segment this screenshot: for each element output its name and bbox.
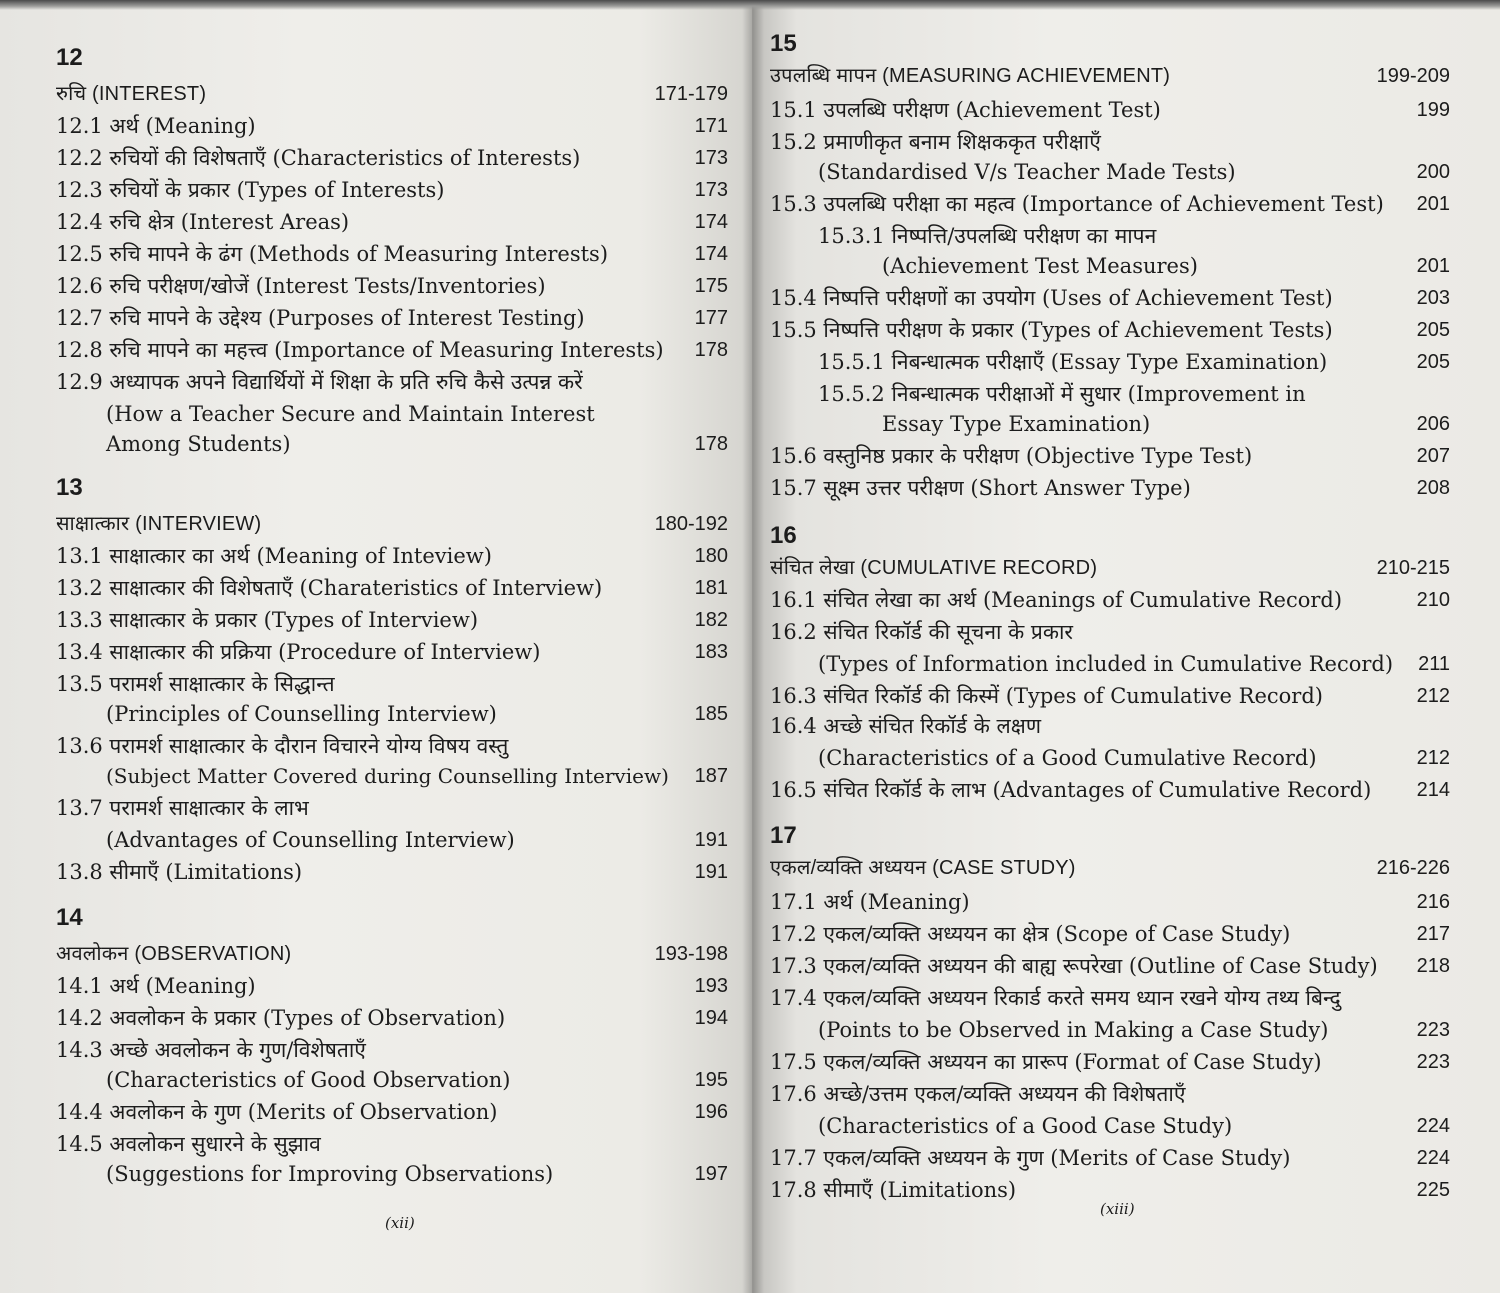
toc-entry-text: 17.1 अर्थ (Meaning) <box>770 890 970 914</box>
toc-entry-page: 207 <box>1416 445 1450 467</box>
toc-entry[interactable] <box>56 824 728 856</box>
toc-entry[interactable] <box>770 950 1450 982</box>
toc-entry[interactable] <box>770 440 1450 472</box>
toc-entry-text: 15.3 उपलब्धि परीक्षा का महत्व (Importance of Achievement Test) <box>770 192 1384 216</box>
toc-entry-text: 12.2 रुचियों की विशेषताएँ (Characteristics of Interests) <box>56 146 581 170</box>
toc-entry-text: 15.3.1 निष्पत्ति/उपलब्धि परीक्षण का मापन <box>818 224 1157 248</box>
toc-entry-text: (Advantages of Counselling Interview) <box>106 828 515 852</box>
toc-entry-page: 224 <box>1416 1115 1450 1137</box>
toc-entry-text: 17.8 सीमाएँ (Limitations) <box>770 1178 1017 1202</box>
toc-entry[interactable] <box>56 970 728 1002</box>
toc-entry-page: 214 <box>1416 779 1450 801</box>
toc-entry-page: 216 <box>1416 891 1450 913</box>
toc-entry-text: (Characteristics of a Good Cumulative Record) <box>818 746 1317 770</box>
toc-entry-page: 177 <box>694 307 728 329</box>
chapter-title: संचित लेखा (CUMULATIVE RECORD) <box>770 557 1098 579</box>
toc-entry[interactable] <box>770 314 1450 346</box>
toc-entry-page: 178 <box>694 433 728 455</box>
toc-entry-page: 212 <box>1416 685 1450 707</box>
toc-entry-page: 187 <box>694 765 728 787</box>
toc-entry-page: 201 <box>1416 193 1450 215</box>
chapter-heading <box>770 852 1450 884</box>
toc-entry[interactable] <box>770 220 1450 252</box>
toc-entry[interactable] <box>56 668 728 700</box>
toc-entry-page: 225 <box>1416 1179 1450 1201</box>
toc-entry-text: (Characteristics of Good Observation) <box>106 1068 511 1092</box>
toc-entry-text: 14.2 अवलोकन के प्रकार (Types of Observation) <box>56 1006 506 1030</box>
toc-entry-page: 191 <box>694 829 728 851</box>
toc-entry-page: 200 <box>1416 161 1450 183</box>
toc-entry[interactable] <box>56 760 728 792</box>
toc-entry[interactable] <box>770 710 1450 742</box>
chapter-page-range: 193-198 <box>654 943 728 965</box>
toc-entry[interactable] <box>56 636 728 668</box>
toc-entry-page: 194 <box>694 1007 728 1029</box>
toc-entry-text: 14.5 अवलोकन सुधारने के सुझाव <box>56 1132 321 1156</box>
toc-entry[interactable] <box>770 648 1450 680</box>
toc-entry-text: 15.4 निष्पत्ति परीक्षणों का उपयोग (Uses of Achievement Test) <box>770 286 1333 310</box>
toc-entry-text: 12.9 अध्यापक अपने विद्यार्थियों में शिक्षा के प्रति रुचि कैसे उत्पन्न करें <box>56 370 583 394</box>
toc-entry-text: Among Students) <box>106 432 291 456</box>
toc-entry-page: 217 <box>1416 923 1450 945</box>
toc-entry[interactable] <box>56 428 728 460</box>
chapter-title: अवलोकन (OBSERVATION) <box>56 943 292 965</box>
toc-entry-text: 13.8 सीमाएँ (Limitations) <box>56 860 303 884</box>
toc-entry-text: 14.3 अच्छे अवलोकन के गुण/विशेषताएँ <box>56 1038 366 1062</box>
toc-entry-page: 173 <box>694 147 728 169</box>
chapter-heading <box>56 78 728 110</box>
toc-entry-text: (Types of Information included in Cumulative Record) <box>818 652 1394 676</box>
toc-entry[interactable] <box>770 378 1450 410</box>
toc-entry-text: 13.7 परामर्श साक्षात्कार के लाभ <box>56 796 309 820</box>
toc-entry[interactable] <box>56 366 728 398</box>
chapter-heading <box>56 508 728 540</box>
toc-entry-text: 15.7 सूक्ष्म उत्तर परीक्षण (Short Answer Type) <box>770 476 1191 500</box>
toc-entry-page: 173 <box>694 179 728 201</box>
toc-entry-page: 206 <box>1416 413 1450 435</box>
toc-entry-text: 17.4 एकल/व्यक्ति अध्ययन रिकार्ड करते समय ध्यान रखने योग्य तथ्य बिन्दु <box>770 986 1341 1010</box>
chapter-title: एकल/व्यक्ति अध्ययन (CASE STUDY) <box>770 857 1076 879</box>
toc-entry-text: 14.4 अवलोकन के गुण (Merits of Observation) <box>56 1100 498 1124</box>
chapter-page-range: 199-209 <box>1376 65 1450 87</box>
toc-entry-page: 197 <box>694 1163 728 1185</box>
toc-entry-text: 16.4 अच्छे संचित रिकॉर्ड के लक्षण <box>770 714 1042 738</box>
toc-entry[interactable] <box>56 730 728 762</box>
chapter-page-range: 216-226 <box>1376 857 1450 879</box>
toc-entry-page: 212 <box>1416 747 1450 769</box>
book-gutter <box>742 0 764 1293</box>
toc-entry-text: 13.6 परामर्श साक्षात्कार के दौरान विचारने योग्य विषय वस्तु <box>56 734 509 758</box>
chapter-number: 13 <box>56 474 83 501</box>
toc-entry[interactable] <box>770 774 1450 806</box>
toc-entry-page: 205 <box>1416 319 1450 341</box>
toc-entry-text: Essay Type Examination) <box>882 412 1151 436</box>
toc-entry-page: 218 <box>1416 955 1450 977</box>
toc-entry-text: (Standardised V/s Teacher Made Tests) <box>818 160 1236 184</box>
toc-entry[interactable] <box>56 572 728 604</box>
toc-entry[interactable] <box>56 270 728 302</box>
toc-entry[interactable] <box>770 472 1450 504</box>
toc-entry-text: 17.7 एकल/व्यक्ति अध्ययन के गुण (Merits of Case Study) <box>770 1146 1291 1170</box>
toc-entry[interactable] <box>56 334 728 366</box>
toc-entry-text: 13.5 परामर्श साक्षात्कार के सिद्धान्त <box>56 672 335 696</box>
page-top-shadow <box>0 0 1500 10</box>
toc-entry[interactable] <box>770 126 1450 158</box>
toc-entry-page: 203 <box>1416 287 1450 309</box>
toc-entry-text: 17.3 एकल/व्यक्ति अध्ययन की बाह्य रूपरेखा (Outline of Case Study) <box>770 954 1378 978</box>
toc-entry[interactable] <box>56 540 728 572</box>
toc-entry-text: 15.6 वस्तुनिष्ठ प्रकार के परीक्षण (Objective Type Test) <box>770 444 1253 468</box>
chapter-title: रुचि (INTEREST) <box>56 83 207 105</box>
toc-entry-text: 12.5 रुचि मापने के ढंग (Methods of Measuring Interests) <box>56 242 609 266</box>
toc-entry-page: 178 <box>694 339 728 361</box>
toc-entry-text: 12.1 अर्थ (Meaning) <box>56 114 256 138</box>
toc-entry[interactable] <box>56 238 728 270</box>
chapter-number: 16 <box>770 522 797 549</box>
left-page-folio: (xii) <box>385 1214 415 1232</box>
toc-entry[interactable] <box>770 1110 1450 1142</box>
toc-entry-page: 211 <box>1418 653 1450 675</box>
toc-entry-page: 193 <box>694 975 728 997</box>
chapter-title: उपलब्धि मापन (MEASURING ACHIEVEMENT) <box>770 65 1171 87</box>
toc-entry[interactable] <box>56 792 728 824</box>
toc-entry[interactable] <box>770 156 1450 188</box>
toc-entry-page: 191 <box>694 861 728 883</box>
toc-entry[interactable] <box>56 142 728 174</box>
toc-entry[interactable] <box>770 408 1450 440</box>
toc-entry-page: 175 <box>694 275 728 297</box>
toc-entry[interactable] <box>56 1096 728 1128</box>
chapter-number: 15 <box>770 30 797 57</box>
toc-entry-text: 12.3 रुचियों के प्रकार (Types of Interests) <box>56 178 445 202</box>
toc-entry-page: 182 <box>694 609 728 631</box>
toc-entry-page: 174 <box>694 243 728 265</box>
chapter-page-range: 210-215 <box>1376 557 1450 579</box>
chapter-page-range: 171-179 <box>654 83 728 105</box>
chapter-number: 17 <box>770 822 797 849</box>
toc-entry-text: 16.5 संचित रिकॉर्ड के लाभ (Advantages of Cumulative Record) <box>770 778 1372 802</box>
toc-entry-text: (Principles of Counselling Interview) <box>106 702 497 726</box>
toc-entry[interactable] <box>56 110 728 142</box>
toc-entry-text: 16.1 संचित लेखा का अर्थ (Meanings of Cumulative Record) <box>770 588 1343 612</box>
toc-entry-page: 180 <box>694 545 728 567</box>
toc-entry[interactable] <box>56 856 728 888</box>
toc-entry[interactable] <box>770 250 1450 282</box>
toc-entry-text: 17.2 एकल/व्यक्ति अध्ययन का क्षेत्र (Scope of Case Study) <box>770 922 1291 946</box>
toc-entry-text: 17.6 अच्छे/उत्तम एकल/व्यक्ति अध्ययन की विशेषताएँ <box>770 1082 1186 1106</box>
toc-entry-text: (Characteristics of a Good Case Study) <box>818 1114 1233 1138</box>
toc-entry-text: 15.1 उपलब्धि परीक्षण (Achievement Test) <box>770 98 1161 122</box>
toc-entry-text: 13.2 साक्षात्कार की विशेषताएँ (Charateristics of Interview) <box>56 576 603 600</box>
toc-entry-text: 16.3 संचित रिकॉर्ड की किस्में (Types of Cumulative Record) <box>770 684 1323 708</box>
toc-entry-page: 223 <box>1416 1019 1450 1041</box>
toc-entry[interactable] <box>56 1034 728 1066</box>
toc-entry-page: 185 <box>694 703 728 725</box>
toc-entry-page: 205 <box>1416 351 1450 373</box>
chapter-heading <box>770 552 1450 584</box>
toc-entry[interactable] <box>770 584 1450 616</box>
toc-entry-text: 15.5.1 निबन्धात्मक परीक्षाएँ (Essay Type Examination) <box>818 350 1328 374</box>
toc-entry-text: 17.5 एकल/व्यक्ति अध्ययन का प्रारूप (Format of Case Study) <box>770 1050 1322 1074</box>
toc-entry[interactable] <box>56 1158 728 1190</box>
toc-entry[interactable] <box>56 1128 728 1160</box>
chapter-heading <box>770 60 1450 92</box>
toc-entry[interactable] <box>770 982 1450 1014</box>
toc-entry-text: 13.3 साक्षात्कार के प्रकार (Types of Interview) <box>56 608 479 632</box>
toc-entry[interactable] <box>770 1014 1450 1046</box>
toc-entry-text: 12.8 रुचि मापने का महत्त्व (Importance of Measuring Interests) <box>56 338 664 362</box>
toc-entry-page: 208 <box>1416 477 1450 499</box>
toc-entry[interactable] <box>770 282 1450 314</box>
toc-entry-page: 174 <box>694 211 728 233</box>
toc-entry[interactable] <box>56 698 728 730</box>
right-page-folio: (xiii) <box>1100 1200 1135 1218</box>
toc-entry-text: 12.7 रुचि मापने के उद्देश्य (Purposes of Interest Testing) <box>56 306 585 330</box>
toc-entry[interactable] <box>56 604 728 636</box>
toc-entry-text: 12.6 रुचि परीक्षण/खोजें (Interest Tests/Inventories) <box>56 274 546 298</box>
chapter-number: 14 <box>56 904 83 931</box>
toc-entry-page: 181 <box>694 577 728 599</box>
toc-entry-page: 195 <box>694 1069 728 1091</box>
chapter-title: साक्षात्कार (INTERVIEW) <box>56 513 262 535</box>
toc-entry-text: (Achievement Test Measures) <box>882 254 1198 278</box>
toc-entry-page: 223 <box>1416 1051 1450 1073</box>
toc-entry-page: 196 <box>694 1101 728 1123</box>
toc-entry-text: 15.5 निष्पत्ति परीक्षण के प्रकार (Types of Achievement Tests) <box>770 318 1333 342</box>
toc-entry-text: (Subject Matter Covered during Counselling Interview) <box>106 764 669 788</box>
right-page <box>752 0 1500 1293</box>
toc-entry[interactable] <box>770 346 1450 378</box>
toc-entry[interactable] <box>770 94 1450 126</box>
toc-entry[interactable] <box>770 1142 1450 1174</box>
toc-entry-text: 13.4 साक्षात्कार की प्रक्रिया (Procedure of Interview) <box>56 640 541 664</box>
toc-entry-text: (How a Teacher Secure and Maintain Interest <box>106 402 595 426</box>
toc-entry[interactable] <box>770 742 1450 774</box>
chapter-heading <box>56 938 728 970</box>
toc-entry[interactable] <box>770 918 1450 950</box>
toc-entry-text: 15.2 प्रमाणीकृत बनाम शिक्षककृत परीक्षाएँ <box>770 130 1101 154</box>
toc-entry-text: 13.1 साक्षात्कार का अर्थ (Meaning of Inteview) <box>56 544 492 568</box>
toc-entry-text: 14.1 अर्थ (Meaning) <box>56 974 256 998</box>
chapter-number: 12 <box>56 44 83 71</box>
toc-entry[interactable] <box>56 302 728 334</box>
toc-entry-text: (Points to be Observed in Making a Case Study) <box>818 1018 1329 1042</box>
toc-entry-text: 12.4 रुचि क्षेत्र (Interest Areas) <box>56 210 350 234</box>
toc-entry-page: 183 <box>694 641 728 663</box>
toc-entry[interactable] <box>56 174 728 206</box>
toc-entry-page: 171 <box>694 115 728 137</box>
toc-entry-page: 224 <box>1416 1147 1450 1169</box>
toc-entry[interactable] <box>56 206 728 238</box>
toc-entry[interactable] <box>770 188 1450 220</box>
toc-entry-page: 201 <box>1416 255 1450 277</box>
toc-entry[interactable] <box>770 1046 1450 1078</box>
toc-entry[interactable] <box>56 1002 728 1034</box>
toc-entry[interactable] <box>56 398 728 430</box>
toc-entry[interactable] <box>56 1064 728 1096</box>
toc-entry-page: 199 <box>1416 99 1450 121</box>
toc-entry[interactable] <box>770 680 1450 712</box>
toc-entry-page: 210 <box>1416 589 1450 611</box>
chapter-page-range: 180-192 <box>654 513 728 535</box>
toc-entry[interactable] <box>770 886 1450 918</box>
toc-entry-text: (Suggestions for Improving Observations) <box>106 1162 554 1186</box>
toc-entry[interactable] <box>770 1078 1450 1110</box>
toc-entry-text: 15.5.2 निबन्धात्मक परीक्षाओं में सुधार (Improvement in <box>818 382 1306 406</box>
toc-entry-text: 16.2 संचित रिकॉर्ड की सूचना के प्रकार <box>770 620 1074 644</box>
toc-entry[interactable] <box>770 616 1450 648</box>
